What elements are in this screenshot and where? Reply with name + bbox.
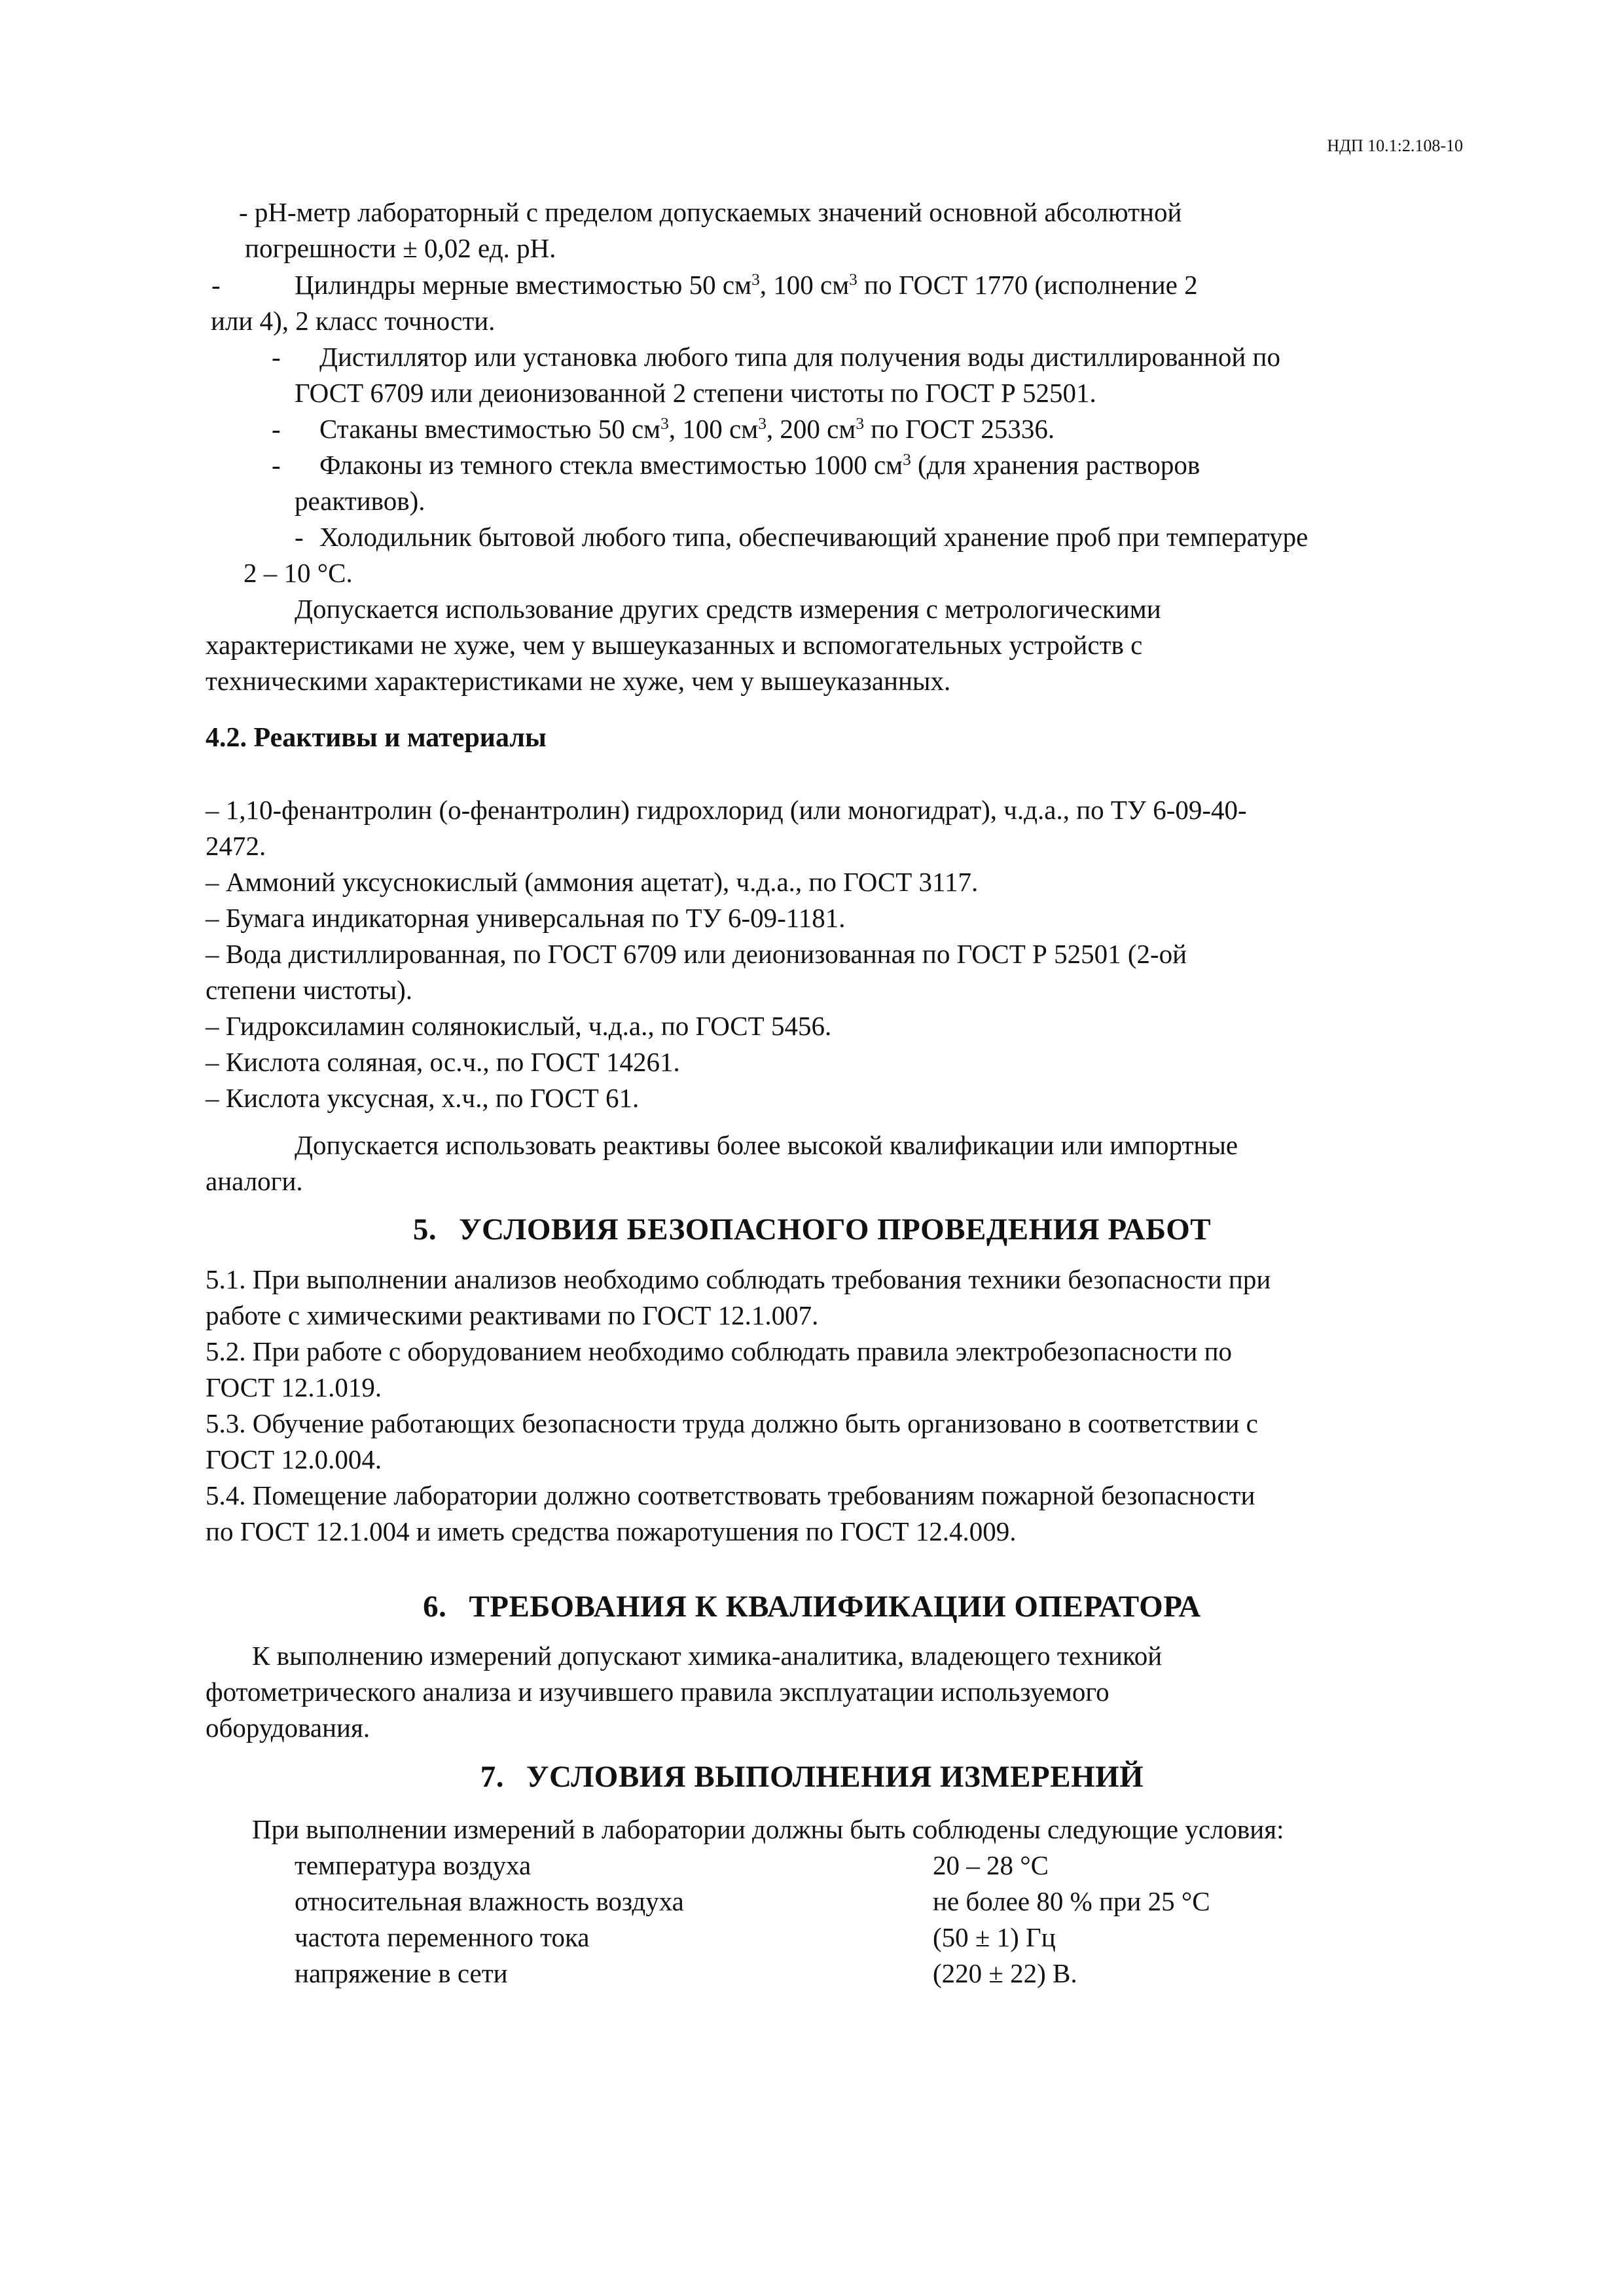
equipment-line: Цилиндры мерные вместимостью 50 $см^3$, 100 $см^3$ по ГОСТ 1770 (исполнение 2 [295,270,1198,300]
condition-label: относительная влажность воздуха [295,1886,684,1916]
equipment-line: или 4), 2 класс точности. [211,306,496,336]
equipment-line: Стаканы вместимостью 50 $см^3$, 100 $см^3$, 200 $см^3$ по ГОСТ 25336. [319,414,1055,444]
equipment-line: реактивов). [295,486,425,516]
section-6-heading: 6. ТРЕБОВАНИЯ К КВАЛИФИКАЦИИ ОПЕРАТОРА [423,1590,1201,1624]
condition-value: (220 ± 22) В. [933,1958,1077,1988]
list-dash: - [272,450,281,480]
condition-value: 20 – 28 °С [933,1850,1049,1880]
condition-label: напряжение в сети [295,1958,508,1988]
equipment-line: - рН-метр лабораторный с пределом допускаемых значений основной абсолютной [239,197,1182,227]
condition-value: не более 80 % при 25 °С [933,1886,1210,1916]
document-code: НДП 10.1:2.108-10 [1327,136,1463,155]
reagent-item: – Кислота уксусная, х.ч., по ГОСТ 61. [206,1083,640,1113]
reagent-item: – Кислота соляная, ос.ч., по ГОСТ 14261. [206,1047,680,1077]
reagent-item: – Гидроксиламин солянокислый, ч.д.а., по ГОСТ 5456. [206,1011,832,1041]
list-dash: - [295,522,304,552]
equipment-line: Флаконы из темного стекла вместимостью 1000 $см^3$ (для хранения растворов [319,450,1200,480]
equipment-line: погрешности ± 0,02 ед. рН. [245,233,556,263]
equipment-line: 2 – 10 °С. [244,558,353,588]
section-7-heading: 7. УСЛОВИЯ ВЫПОЛНЕНИЯ ИЗМЕРЕНИЙ [480,1760,1144,1794]
equipment-line: ГОСТ 6709 или деионизованной 2 степени чистоты по ГОСТ Р 52501. [295,378,1096,408]
reagents-heading: 4.2. Реактивы и материалы [206,723,547,753]
condition-label: частота переменного тока [295,1922,590,1952]
condition-value: (50 ± 1) Гц [933,1922,1056,1952]
reagent-item: – Бумага индикаторная универсальная по ТУ 6-09-1181. [206,903,846,933]
condition-label: температура воздуха [295,1850,532,1880]
equipment-line: Холодильник бытовой любого типа, обеспечивающий хранение проб при температуре [319,522,1308,552]
equipment-line: Дистиллятор или установка любого типа для получения воды дистиллированной по [319,342,1280,372]
list-dash: - [272,414,281,444]
reagent-item: – Аммоний уксуснокислый (аммония ацетат), ч.д.а., по ГОСТ 3117. [206,867,979,897]
document-page: НДП 10.1:2.108-10 - рН-метр лабораторный с пределом допускаемых значений основной абсолютной погрешности ± 0,02 ед. рН. - Цилиндры мерные вместимостью 50 $см^3$, 100 $см^3$ по ГОСТ 1770 (исполнение 2 или 4), 2 класс точности. - Дистиллятор или установка любого типа для получения воды дистиллированной по ГОСТ 6709 или деионизованной 2 степени чистоты по ГОСТ Р 52501. - Стаканы вместимостью 50 $см^3$, 100 $см^3$, 200 $см^3$ по ГОСТ 25336. - Флаконы из темного стекла вместимостью 1000 $см^3$ (для хранения растворов реактивов). - Холодильник бытовой любого типа, обеспечивающий хранение проб при температуре 2 – 10 °С. Допускается использование других средств измерения с метрологическими характеристиками не хуже, чем у вышеуказанных и вспомогательных устройств с техническими характеристиками не хуже, чем у вышеуказанных. 4.2. Реактивы и материалы – 1,10-фенантролин (о-фенантролин) гидрохлорид (или моногидрат), ч.д.а., по ТУ 6-09-40- 2472. – Аммоний уксуснокислый (аммония ацетат), ч.д.а., по ГОСТ 3117. – Бумага индикаторная универсальная по ТУ 6-09-1181. – Вода дистиллированная, по ГОСТ 6709 или деионизованная по ГОСТ Р 52501 (2-ой степени чистоты). – Гидроксиламин солянокислый, ч.д.а., по ГОСТ 5456. – Кислота соляная, ос.ч., по ГОСТ 14261. – Кислота уксусная, х.ч., по ГОСТ 61. Допускается использовать реактивы более высокой квалификации или импортные аналоги. 5. УСЛОВИЯ БЕЗОПАСНОГО ПРОВЕДЕНИЯ РАБОТ 5.1. При выполнении анализов необходимо соблюдать требования техники безопасности при работе с химическими реактивами по ГОСТ 12.1.007. 5.2. При работе с оборудованием необходимо соблюдать правила электробезопасности по ГОСТ 12.1.019. 5.3. Обучение работающих безопасности труда должно быть организовано в соответствии с ГОСТ 12.0.004. 5.4. Помещение лаборатории должно соответствовать требованиям пожарной безопасности по ГОСТ 12.1.004 и иметь средства пожаротушения по ГОСТ 12.4.009. 6. ТРЕБОВАНИЯ К КВАЛИФИКАЦИИ ОПЕРАТОРА К выполнению измерений допускают химика-аналитика, владеющего техникой фотометрического анализа и изучившего правила эксплуатации используемого оборудования. 7. УСЛОВИЯ ВЫПОЛНЕНИЯ ИЗМЕРЕНИЙ При выполнении измерений в лаборатории должны быть соблюдены следующие условия: температура воздуха 20 – 28 °С относительная влажность воздуха не более 80 % при 25 °С частота переменного тока (50 ± 1) Гц напряжение в сети (220 ± 22) В. [0,0,1624,2296]
section-7-intro: При выполнении измерений в лаборатории должны быть соблюдены следующие условия: [252,1814,1284,1844]
section-5-heading: 5. УСЛОВИЯ БЕЗОПАСНОГО ПРОВЕДЕНИЯ РАБОТ [412,1212,1212,1247]
list-dash: - [211,270,221,300]
list-dash: - [272,342,281,372]
